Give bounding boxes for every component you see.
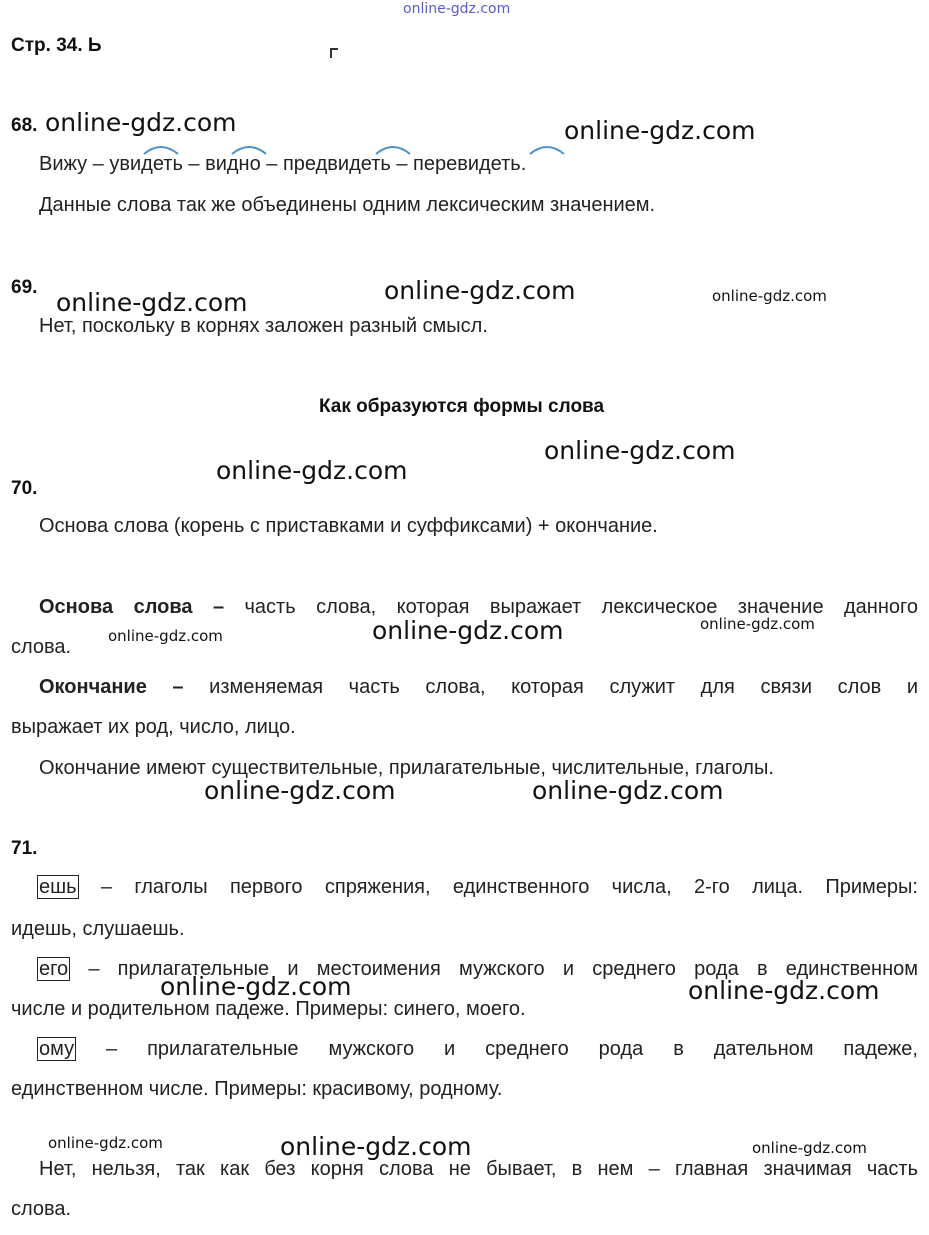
section-title: Как образуются формы слова: [318, 396, 605, 417]
task-70-line-1: Основа слова (корень с приставками и суффиксами) + окончание.: [39, 515, 658, 537]
watermark: online-gdz.com: [108, 627, 223, 645]
osnova-term: Основа слова –: [39, 596, 225, 618]
watermark-top: online-gdz.com: [403, 1, 511, 17]
task-68-number: 68.: [11, 115, 38, 136]
task-71-example-2-line-2: числе и родительном падеже. Примеры: синего, моего.: [11, 998, 526, 1020]
task-69-line-1: Нет, поскольку в корнях заложен разный смысл.: [39, 315, 488, 337]
ending-description: – прилагательные и местоимения мужского и среднего рода в единственном: [88, 958, 919, 980]
ending-description: – глаголы первого спряжения, единственного числа, 2-го лица. Примеры:: [100, 876, 918, 898]
watermark: online-gdz.com: [216, 456, 408, 485]
task-71-example-1-line-2: идешь, слушаешь.: [11, 918, 185, 940]
okonchanie-definition-line-1: [11, 676, 918, 699]
watermark: online-gdz.com: [45, 108, 237, 137]
root-arc-icon: [528, 140, 566, 156]
task-70-last-line: Окончание имеют существительные, прилагательные, числительные, глаголы.: [39, 757, 774, 779]
watermark: online-gdz.com: [752, 1139, 867, 1157]
okonchanie-term: Окончание –: [39, 676, 184, 698]
task-72-line-1: Нет, нельзя, так как без корня слова не бывает, в нем – главная значимая часть: [39, 1158, 918, 1180]
watermark: online-gdz.com: [532, 776, 724, 805]
task-70-number: 70.: [11, 478, 38, 499]
ending-box: ому: [39, 1038, 75, 1060]
watermark: online-gdz.com: [688, 976, 880, 1005]
watermark: online-gdz.com: [712, 287, 827, 305]
watermark: online-gdz.com: [280, 1132, 472, 1161]
task-68-line-1: Вижу – увидеть – видно – предвидеть – перевидеть.: [39, 153, 527, 175]
watermark: online-gdz.com: [372, 616, 564, 645]
task-69-number: 69.: [11, 277, 38, 298]
task-71-number: 71.: [11, 838, 38, 859]
task-71-example-3-line-1: [11, 1038, 918, 1061]
watermark: online-gdz.com: [544, 436, 736, 465]
osnova-definition-line-2: слова.: [11, 636, 72, 658]
okonchanie-definition-line-2: выражает их род, число, лицо.: [11, 716, 296, 738]
ending-box: его: [39, 958, 69, 980]
watermark: online-gdz.com: [700, 615, 815, 633]
page-header: Стр. 34. Ь: [11, 35, 102, 56]
watermark: online-gdz.com: [384, 276, 576, 305]
watermark: online-gdz.com: [564, 116, 756, 145]
watermark: online-gdz.com: [160, 972, 352, 1001]
okonchanie-definition: изменяемая часть слова, которая служит для связи слов и: [209, 676, 919, 698]
scan-mark: [330, 48, 338, 58]
watermark: online-gdz.com: [48, 1134, 163, 1152]
task-68-line-2: Данные слова так же объединены одним лексическим значением.: [39, 194, 656, 216]
ending-box: ешь: [39, 876, 77, 898]
ending-description: – прилагательные мужского и среднего рода в дательном падеже,: [106, 1038, 918, 1060]
watermark: online-gdz.com: [204, 776, 396, 805]
task-71-example-1-line-1: [11, 876, 918, 899]
task-72-line-2: слова.: [11, 1198, 72, 1220]
task-71-example-3-line-2: единственном числе. Примеры: красивому, родному.: [11, 1078, 503, 1100]
watermark: online-gdz.com: [56, 288, 248, 317]
osnova-definition: часть слова, которая выражает лексическое значение данного: [244, 596, 918, 618]
